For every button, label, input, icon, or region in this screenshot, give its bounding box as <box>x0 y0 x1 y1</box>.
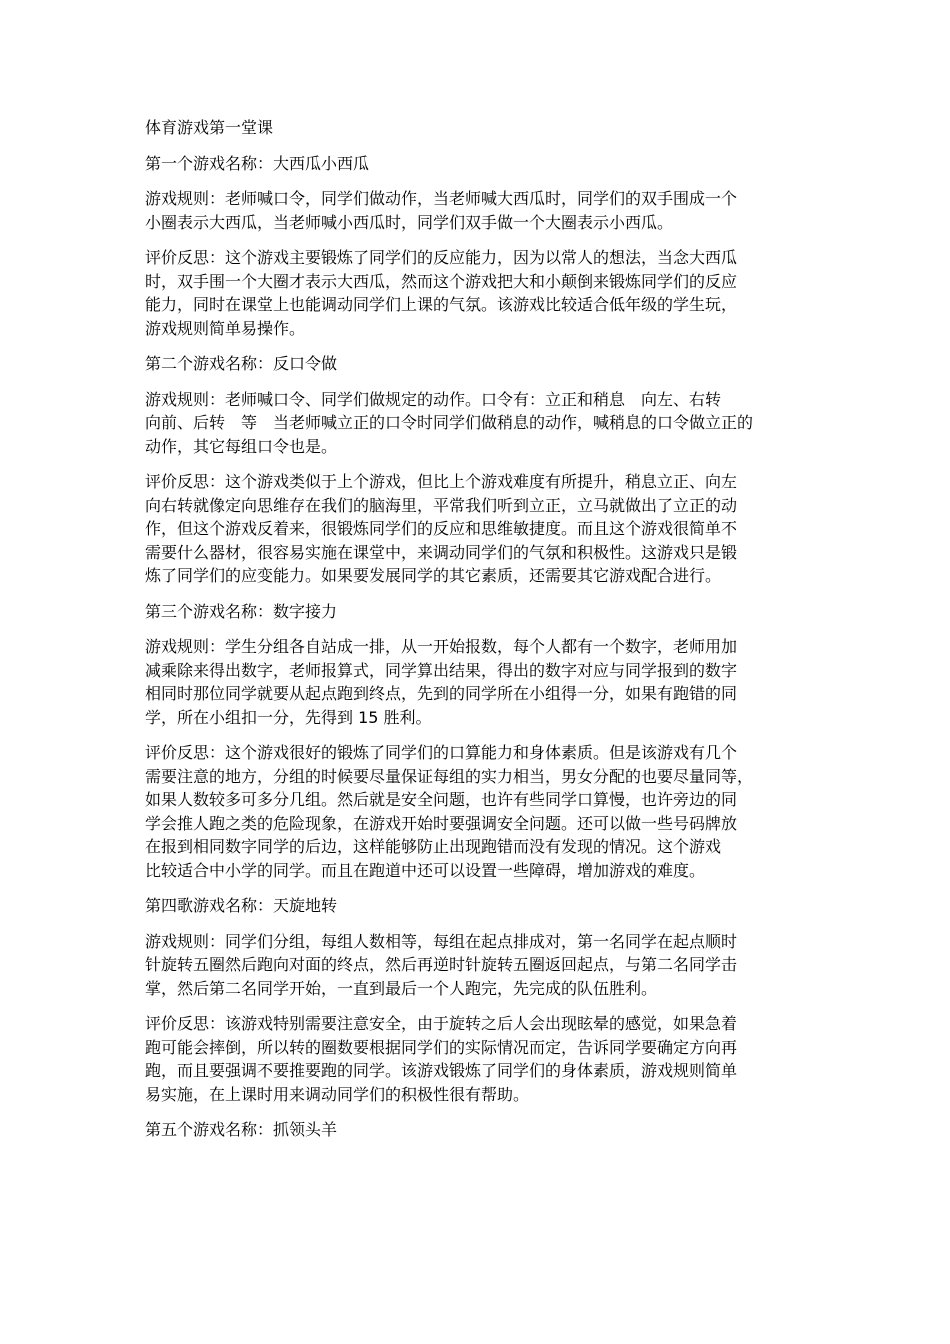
game-3-reflection <box>145 741 805 882</box>
text-line: 评价反思：这个游戏类似于上个游戏，但比上个游戏难度有所提升，稍息立正、向左 <box>145 472 738 491</box>
game-2-rules <box>145 388 805 459</box>
text-line: 小圈表示大西瓜，当老师喊小西瓜时，同学们双手做一个大圈表示小西瓜。 <box>145 212 674 232</box>
game-2-name: 第二个游戏名称：反口令做 <box>145 354 338 373</box>
text-line: 易实施，在上课时用来调动同学们的积极性很有帮助。 <box>145 1084 530 1104</box>
text-line: 掌，然后第二名同学开始，一直到最后一个人跑完，先完成的队伍胜利。 <box>145 978 658 998</box>
text-line: 游戏规则：学生分组各自站成一排，从一开始报数，每个人都有一个数字，老师用加 <box>145 637 738 656</box>
text-line: 在报到相同数字同学的后边，这样能够防止出现跑错而没有发现的情况。这个游戏 <box>145 837 722 856</box>
text-line: 能力，同时在课堂上也能调动同学们上课的气氛。该游戏比较适合低年级的学生玩， <box>145 295 738 314</box>
text-line: 需要什么器材，很容易实施在课堂中，来调动同学们的气氛和积极性。这游戏只是锻 <box>145 542 738 562</box>
game-3-rules <box>145 635 805 729</box>
document-page <box>145 116 805 1154</box>
text-line: 动作，其它每组口令也是。 <box>145 436 338 456</box>
text-line: 时，双手围一个大圈才表示大西瓜，然而这个游戏把大和小颠倒来锻炼同学们的反应 <box>145 271 738 291</box>
text-line: 向右转就像定向思维存在我们的脑海里，平常我们听到立正，立马就做出了立正的动 <box>145 495 738 515</box>
text-line: 学会推人跑之类的危险现象，在游戏开始时要强调安全问题。还可以做一些号码牌放 <box>145 813 738 833</box>
text-line: 评价反思：这个游戏很好的锻炼了同学们的口算能力和身体素质。但是该游戏有几个 <box>145 743 738 762</box>
game-4-name: 第四歌游戏名称：天旋地转 <box>145 896 338 915</box>
game-1-name: 第一个游戏名称：大西瓜小西瓜 <box>145 153 370 173</box>
text-line: 比较适合中小学的同学。而且在跑道中还可以设置一些障碍，增加游戏的难度。 <box>145 860 706 880</box>
text-line: 针旋转五圈然后跑向对面的终点，然后再逆时针旋转五圈返回起点，与第二名同学击 <box>145 955 738 974</box>
game-1-reflection <box>145 246 805 340</box>
text-line: 如果人数较多可多分几组。然后就是安全问题，也许有些同学口算慢，也许旁边的同 <box>145 790 738 809</box>
game-4-reflection <box>145 1012 805 1106</box>
game-4-rules <box>145 930 805 1001</box>
text-line: 炼了同学们的应变能力。如果要发展同学的其它素质，还需要其它游戏配合进行。 <box>145 566 722 585</box>
text-line: 游戏规则：老师喊口令，同学们做动作，当老师喊大西瓜时，同学们的双手围成一个 <box>145 189 738 208</box>
text-line: 跑，而且要强调不要推要跑的同学。该游戏锻炼了同学们的身体素质，游戏规则简单 <box>145 1061 738 1080</box>
text-line: 减乘除来得出数字，老师报算式，同学算出结果，得出的数字对应与同学报到的数字 <box>145 660 738 680</box>
game-3-name: 第三个游戏名称：数字接力 <box>145 601 338 621</box>
text-line: 作，但这个游戏反着来，很锻炼同学们的反应和思维敏捷度。而且这个游戏很简单不 <box>145 519 738 538</box>
text-line: 评价反思：该游戏特别需要注意安全，由于旋转之后人会出现眩晕的感觉，如果急着 <box>145 1014 738 1033</box>
text-line: 需要注意的地方，分组的时候要尽量保证每组的实力相当，男女分配的也要尽量同等， <box>145 766 754 786</box>
text-line: 游戏规则：老师喊口令、同学们做规定的动作。口令有：立正和稍息 向左、右转 <box>145 389 722 409</box>
document-title: 体育游戏第一堂课 <box>145 118 274 137</box>
text-line: 学，所在小组扣一分，先得到 15 胜利。 <box>145 707 432 727</box>
text-line: 评价反思：这个游戏主要锻炼了同学们的反应能力，因为以常人的想法，当念大西瓜 <box>145 248 738 267</box>
text-line: 跑可能会摔倒，所以转的圈数要根据同学们的实际情况而定，告诉同学要确定方向再 <box>145 1037 738 1057</box>
text-line: 相同时那位同学就要从起点跑到终点，先到的同学所在小组得一分，如果有跑错的同 <box>145 684 738 703</box>
game-2-reflection <box>145 470 805 588</box>
text-line: 向前、后转 等 当老师喊立正的口令时同学们做稍息的动作，喊稍息的口令做立正的 <box>145 413 754 432</box>
text-line: 游戏规则：同学们分组，每组人数相等，每组在起点排成对，第一名同学在起点顺时 <box>145 931 738 951</box>
game-5-name: 第五个游戏名称：抓领头羊 <box>145 1120 338 1139</box>
game-1-rules <box>145 187 805 234</box>
text-line: 游戏规则简单易操作。 <box>145 318 306 338</box>
